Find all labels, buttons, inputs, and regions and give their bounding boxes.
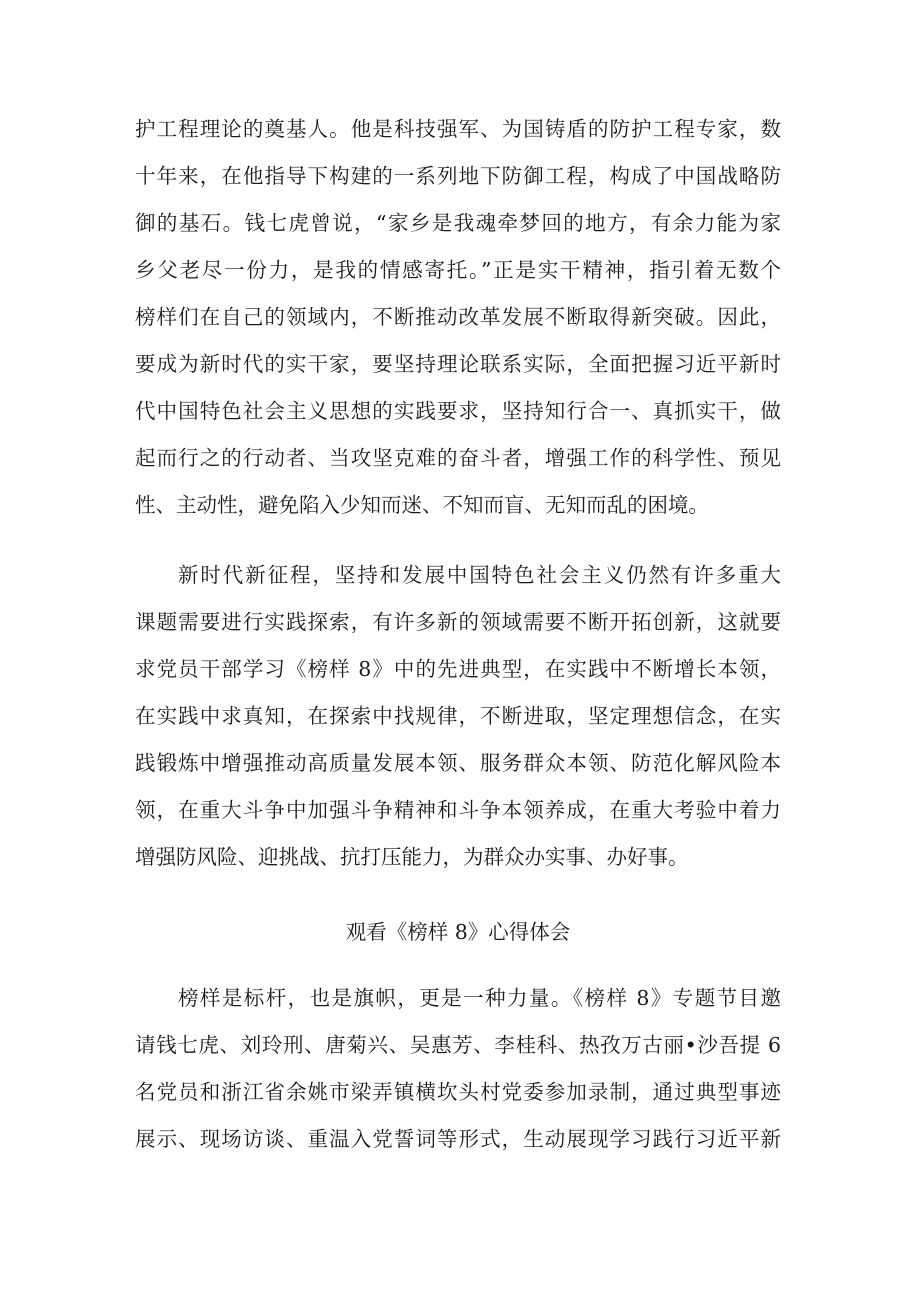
paragraph-3-line-4: 展示、现场访谈、重温入党誓词等形式，生动展现学习践行习近平新: [135, 1127, 781, 1151]
paragraph-2-line-3: 求党员干部学习《榜样 8》中的先进典型，在实践中不断增长本领，: [135, 657, 781, 681]
paragraph-2-line-1: 新时代新征程，坚持和发展中国特色社会主义仍然有许多重大: [178, 563, 781, 587]
paragraph-2-line-6: 领，在重大斗争中加强斗争精神和斗争本领养成，在重大考验中着力: [135, 798, 781, 822]
paragraph-3-line-1: 榜样是标杆，也是旗帜，更是一种力量。《榜样 8》专题节目邀: [178, 986, 781, 1010]
paragraph-1-line-5: 榜样们在自己的领域内，不断推动改革发展不断取得新突破。因此，: [135, 305, 781, 329]
paragraph-1-line-4: 乡父老尽一份力，是我的情感寄托。”正是实干精神，指引着无数个: [135, 258, 781, 282]
paragraph-2-line-2: 课题需要进行实践探索，有许多新的领域需要不断开拓创新，这就要: [135, 610, 781, 634]
section-heading: 观看《榜样 8》心得体会: [345, 920, 571, 944]
paragraph-2-line-4: 在实践中求真知，在探索中找规律，不断进取，坚定理想信念，在实: [135, 704, 781, 728]
paragraph-1-line-6: 要成为新时代的实干家，要坚持理论联系实际，全面把握习近平新时: [135, 352, 781, 376]
paragraph-1-line-1: 护工程理论的奠基人。他是科技强军、为国铸盾的防护工程专家，数: [135, 117, 781, 141]
paragraph-1-line-7: 代中国特色社会主义思想的实践要求，坚持知行合一、真抓实干，做: [135, 399, 781, 423]
paragraph-1-line-9: 性、主动性，避免陷入少知而迷、不知而盲、无知而乱的困境。: [135, 493, 709, 517]
paragraph-2-line-5: 践锻炼中增强推动高质量发展本领、服务群众本领、防范化解风险本: [135, 751, 781, 775]
paragraph-3-line-3: 名党员和浙江省余姚市梁弄镇横坎头村党委参加录制，通过典型事迹: [135, 1080, 781, 1104]
paragraph-1-line-8: 起而行之的行动者、当攻坚克难的奋斗者，增强工作的科学性、预见: [135, 446, 781, 470]
paragraph-1-line-3: 御的基石。钱七虎曾说，“家乡是我魂牵梦回的地方，有余力能为家: [135, 211, 781, 235]
paragraph-2-line-7: 增强防风险、迎挑战、抗打压能力，为群众办实事、办好事。: [135, 845, 689, 869]
paragraph-3-line-2: 请钱七虎、刘玲刑、唐菊兴、吴惠芳、李桂科、热孜万古丽•沙吾提 6: [135, 1033, 781, 1057]
paragraph-1-line-2: 十年来，在他指导下构建的一系列地下防御工程，构成了中国战略防: [135, 164, 781, 188]
